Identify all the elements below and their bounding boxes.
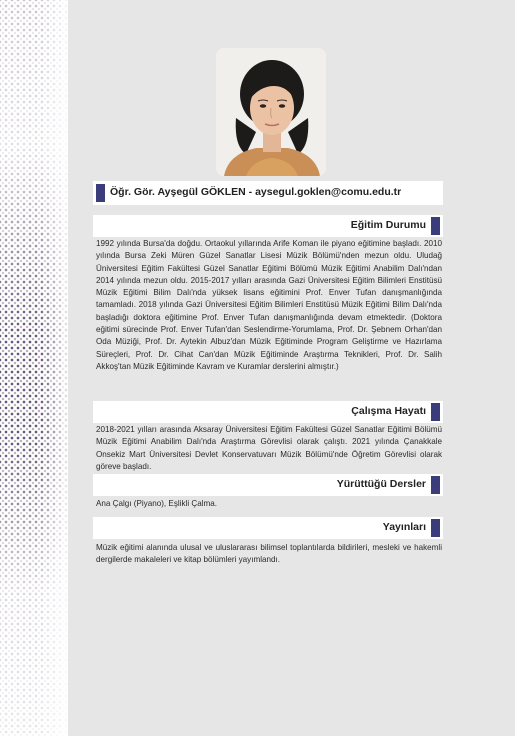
header-accent-mark xyxy=(96,184,105,202)
profile-photo xyxy=(216,48,326,176)
section-text-egitim: 1992 yılında Bursa'da doğdu. Ortaokul yıllarında Arife Koman ile piyano eğitimine başladı. 2010 yılında Bursa Zeki Müren Güzel Sanatlar Lisesi Müzik Bölümü'nden mezun oldu. Uludağ Üniversitesi Eğitim Fakültesi Güzel Sanatlar Eğitimi Bölümü Müzik Eğitimi Anabilim Dalı'ndan 2014 yılında mezun oldu. 2015-2017 yılları arasında Gazi Üniversitesi Eğitim Bilimleri Enstitüsü Müzik Eğitimi Bilim Dalı'nda yüksek lisans eğitimini Prof. Enver Tufan danışmanlığında tamamladı. 2018 yılında Gazi Üniversitesi Eğitim Bilimleri Enstitüsü Müzik Eğitimi Bilim Dalı'nda başladığı doktora eğitimine Prof. Enver Tufan danışmanlığında devam etmektedir. (Doktora eğitimi sürecinde Prof. Enver Tufan'dan Seslendirme-Yorumlama, Prof. Dr. Şebnem Orhan'dan Oda Müziği, Prof. Dr. Aytekin Albuz'dan Müzik Eğitiminde Program Geliştirme ve Hazırlama Süreçleri, Prof. Dr. Cihat Can'dan Müzik Eğitiminde Araştırma Teknikleri, Prof. Dr. Salih Akkoş'tan Müzik Eğitiminde Kavram ve Kuramlar derslerini almıştır.) xyxy=(96,239,442,371)
section-title-egitim: Eğitim Durumu xyxy=(350,219,426,231)
name-header-bar xyxy=(93,181,443,205)
section-text-calisma: 2018-2021 yılları arasında Aksaray Üniversitesi Eğitim Fakültesi Güzel Sanatlar Eğitimi Bölümü Müzik Eğitimi Anabilim Dalı'nda Araştırma Görevlisi olarak çalıştı. 2021 yılında Çanakkale Onsekiz Mart Üniversitesi Devlet Konservatuvarı Müzik Bölümü'nde Öğretim Görevlisi olarak göreve başladı. xyxy=(96,425,442,471)
name-and-email: Öğr. Gör. Ayşegül GÖKLEN - aysegul.goklen@comu.edu.tr xyxy=(110,186,402,198)
header-accent-mark xyxy=(431,403,440,421)
dot-pattern-fade xyxy=(40,0,68,736)
section-title-calisma: Çalışma Hayatı xyxy=(351,405,426,417)
section-title-yayinlar: Yayınları xyxy=(382,521,426,533)
header-accent-mark xyxy=(431,476,440,494)
section-title-dersler: Yürüttüğü Dersler xyxy=(336,478,426,490)
portrait-illustration xyxy=(216,48,326,176)
header-accent-mark xyxy=(431,217,440,235)
section-text-dersler: Ana Çalgı (Piyano), Eşlikli Çalma. xyxy=(96,499,217,508)
section-header-dersler xyxy=(93,474,443,496)
section-header-yayinlar xyxy=(93,517,443,539)
section-text-yayinlar: Müzik eğitimi alanında ulusal ve uluslararası bilimsel toplantılarda bildirileri, mesleki ve hakemli dergilerde makaleleri ve kitap bölümleri yayımlandı. xyxy=(96,543,442,565)
section-header-calisma xyxy=(93,401,443,423)
header-accent-mark xyxy=(431,519,440,537)
section-header-egitim xyxy=(93,215,443,237)
right-edge xyxy=(515,0,519,736)
